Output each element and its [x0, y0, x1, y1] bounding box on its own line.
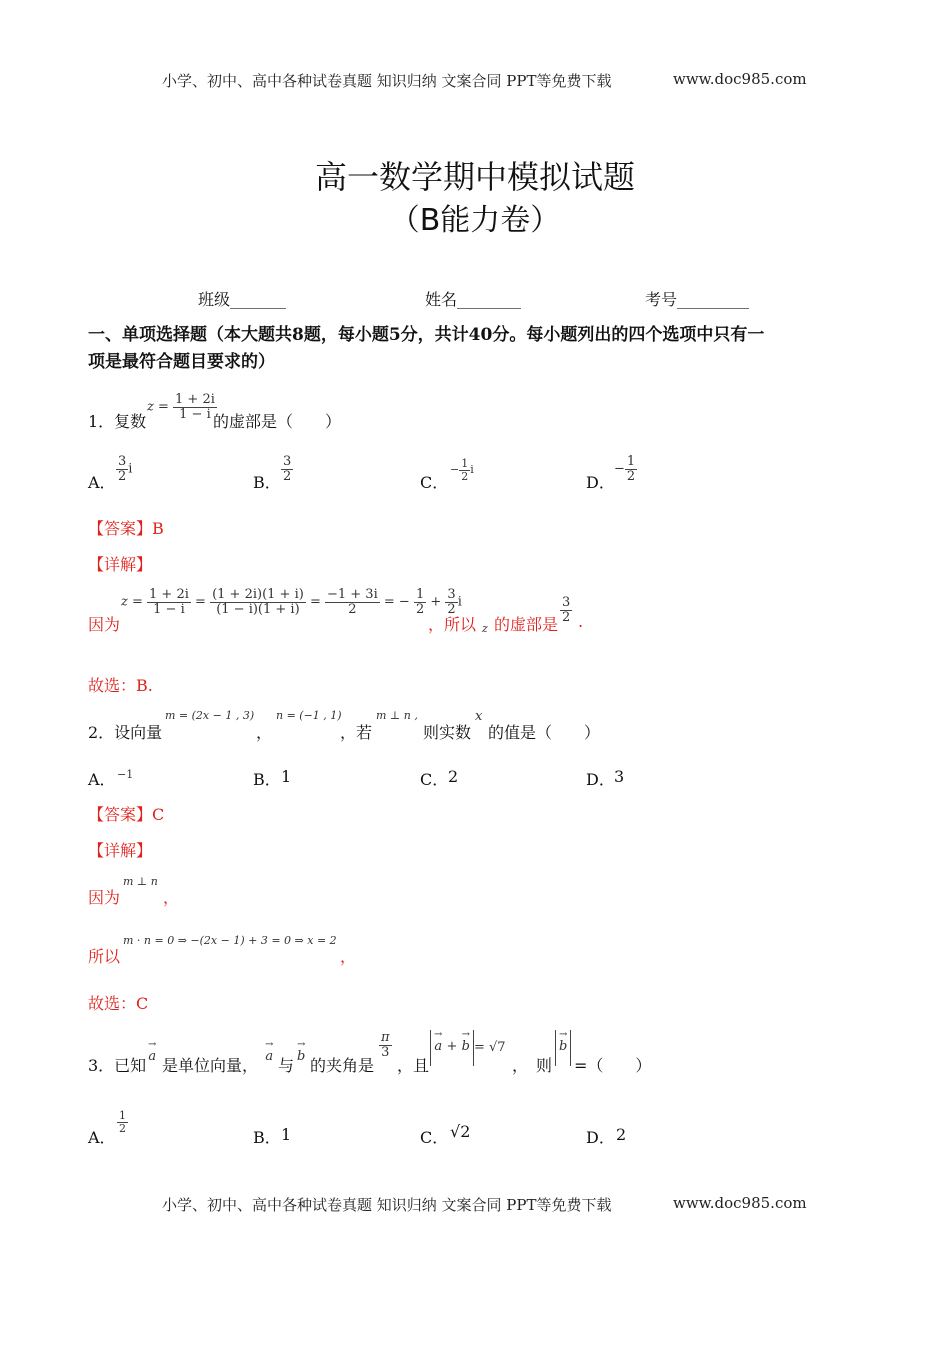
q1-number: 1．复数: [88, 412, 147, 431]
q3-option-d: 2: [616, 1125, 627, 1144]
q1-period: .: [578, 612, 584, 631]
footer-text: 小学、初中、高中各种试卷真题 知识归纳 文案合同 PPT等免费下载: [162, 1196, 612, 1214]
q1-option-b-label: B．: [253, 473, 281, 492]
q1-because: 因为: [88, 615, 121, 634]
q1-conclusion: 故选：B.: [88, 676, 153, 695]
q1-z: z =: [147, 399, 169, 415]
q1-c-den: 2: [461, 469, 469, 483]
q2-x: x: [475, 709, 483, 724]
q1-f4-num: 1: [415, 587, 425, 602]
q1-f1-num: 1 + 2i: [149, 587, 189, 602]
header-url[interactable]: www.doc985.com: [673, 70, 807, 88]
q1-b-num: 3: [283, 454, 292, 469]
q2-comma: ，: [256, 723, 273, 742]
q3-pi: π: [381, 1030, 390, 1045]
q2-because: 因为: [88, 888, 121, 907]
section-heading-line1: 一、单项选择题（本大题共8题，每小题5分，共计40分。每小题列出的四个选项中只有一: [88, 325, 765, 345]
q2-because-expr: m ⊥ n: [123, 875, 158, 888]
q3-option-a-label: A．: [88, 1128, 116, 1147]
section-heading-line2: 项是最符合题目要求的）: [88, 352, 275, 372]
q3-and2: ，且: [397, 1056, 430, 1075]
q2-option-c: 2: [448, 767, 459, 786]
q2-conclusion: 故选：C: [88, 994, 149, 1013]
q1-so-text: ，所以: [428, 615, 477, 634]
q3-a2-letter: a: [265, 1049, 274, 1064]
q3-eq-sqrt7: = √7: [474, 1040, 506, 1055]
q1-f4-den: 2: [415, 601, 425, 617]
q3-unit-text: 是单位向量，: [162, 1056, 259, 1075]
q1-eq2: =: [309, 594, 321, 610]
q1-a-den: 2: [118, 468, 127, 484]
q2-then-text: 则实数: [423, 723, 472, 742]
q2-option-b-label: B．: [253, 770, 281, 789]
q2-so: 所以: [88, 947, 121, 966]
q3-abs-b-norm: → b: [555, 1030, 571, 1066]
q2-option-c-label: C．: [420, 770, 449, 789]
q1-eq1: =: [195, 594, 206, 610]
q2-detail-label: 【详解】: [88, 841, 153, 860]
q2-option-d: 3: [614, 767, 625, 786]
q1-f2-den: (1 − i)(1 + i): [216, 601, 300, 617]
footer-url[interactable]: www.doc985.com: [673, 1194, 807, 1212]
q1-f5-num: 3: [447, 587, 456, 602]
q1-sol-z: z =: [121, 594, 143, 610]
q2-so-expr: m · n = 0 ⇒ −(2x − 1) + 3 = 0 ⇒ x = 2: [123, 934, 337, 947]
q3-b-letter: b: [297, 1049, 306, 1064]
q1-f3-num: −1 + 3i: [326, 587, 378, 602]
q1-denominator: 1 − i: [179, 406, 211, 422]
q3-eq-paren: =（ ）: [574, 1056, 652, 1075]
q3-a-den: 2: [119, 1121, 126, 1135]
page-subtitle: （B能力卷）: [389, 203, 561, 238]
q1-numerator: 1 + 2i: [175, 392, 215, 407]
q3-vec-a2: → a: [265, 1039, 274, 1064]
q3-option-c-label: C．: [420, 1128, 449, 1147]
page-title: 高一数学期中模拟试题: [314, 158, 635, 196]
q3-number: 3．已知: [88, 1056, 147, 1075]
q1-res-num: 3: [562, 595, 571, 610]
q3-abs-a: a: [434, 1039, 443, 1054]
q1-plus: +: [430, 594, 442, 610]
q1-eq3: = −: [383, 594, 410, 610]
q1-i: i: [457, 594, 462, 610]
header-text: 小学、初中、高中各种试卷真题 知识归纳 文案合同 PPT等免费下载: [162, 72, 612, 90]
q1-c-sign: −: [450, 463, 460, 477]
q1-option-c-label: C．: [420, 473, 449, 492]
q1-a-num: 3: [118, 454, 127, 469]
q3-babs-letter: b: [559, 1039, 568, 1054]
q2-if-text: ，若: [340, 723, 373, 742]
q3-option-b-label: B．: [253, 1128, 281, 1147]
q1-option-c: [450, 458, 474, 482]
q1-z-var: z: [482, 622, 488, 635]
q2-answer: 【答案】C: [88, 805, 165, 824]
q3-a-num: 1: [119, 1109, 126, 1122]
q3-pi-over-3: [379, 1031, 392, 1059]
q3-abs-b: b: [461, 1039, 470, 1054]
q2-perp: m ⊥ n ,: [376, 709, 418, 722]
q1-option-a: [116, 455, 132, 483]
q1-b-den: 2: [283, 468, 292, 484]
q1-solution-formula: [121, 588, 462, 616]
q1-f1-den: 1 − i: [153, 601, 185, 617]
number-field: 考号_________: [645, 290, 750, 309]
q1-detail-label: 【详解】: [88, 555, 153, 574]
q3-then: ， 则: [512, 1056, 553, 1075]
q2-value-text: 的值是（ ）: [488, 723, 601, 742]
q2-option-a: −1: [117, 768, 134, 781]
q1-so-text2: 的虚部是: [494, 615, 559, 634]
q1-result: [560, 596, 572, 624]
q3-vec-b: → b: [297, 1039, 306, 1064]
q1-d-den: 2: [626, 468, 636, 484]
q3-three: 3: [381, 1044, 390, 1060]
q2-option-b: 1: [281, 767, 292, 786]
q3-abs-sum: → a + → b: [430, 1030, 474, 1066]
q2-m-expr: m = (2x − 1 , 3): [165, 709, 255, 722]
q1-option-b: [281, 455, 293, 483]
q1-c-num: 1: [461, 457, 469, 470]
q1-formula: [147, 393, 217, 421]
q3-option-b: 1: [281, 1125, 292, 1144]
q2-number: 2．设向量: [88, 723, 163, 742]
class-field: 班级_______: [198, 290, 287, 309]
name-field: 姓名________: [425, 290, 522, 309]
q3-option-d-label: D．: [586, 1128, 615, 1147]
q2-because-comma: ，: [163, 888, 180, 907]
q1-option-d-label: D．: [586, 473, 615, 492]
q2-option-a-label: A．: [88, 770, 116, 789]
q3-a-letter: a: [148, 1049, 157, 1064]
q1-res-den: 2: [562, 609, 571, 625]
q2-so-comma: ，: [340, 947, 357, 966]
q1-c-i: i: [470, 463, 474, 477]
q2-n-expr: n = (−1 , 1): [276, 709, 342, 722]
q1-f2-num: (1 + 2i)(1 + i): [212, 587, 304, 602]
q1-option-a-label: A．: [88, 473, 116, 492]
q3-option-a: [117, 1110, 128, 1134]
q1-a-i: i: [128, 461, 133, 477]
q1-option-d: [614, 455, 637, 483]
q3-and: 与: [278, 1056, 295, 1075]
q3-abs-plus: +: [446, 1039, 458, 1054]
q1-answer: 【答案】B: [88, 519, 164, 538]
q1-d-num: 1: [626, 454, 636, 469]
q3-angle-text: 的夹角是: [310, 1056, 375, 1075]
q3-vec-a: → a: [148, 1039, 157, 1064]
q2-option-d-label: D．: [586, 770, 615, 789]
q1-f3-den: 2: [348, 601, 357, 617]
q3-option-c: √2: [450, 1122, 471, 1141]
q1-f5-den: 2: [447, 601, 456, 617]
q1-d-sign: −: [614, 461, 625, 477]
q1-stem: 的虚部是（ ）: [213, 412, 342, 431]
